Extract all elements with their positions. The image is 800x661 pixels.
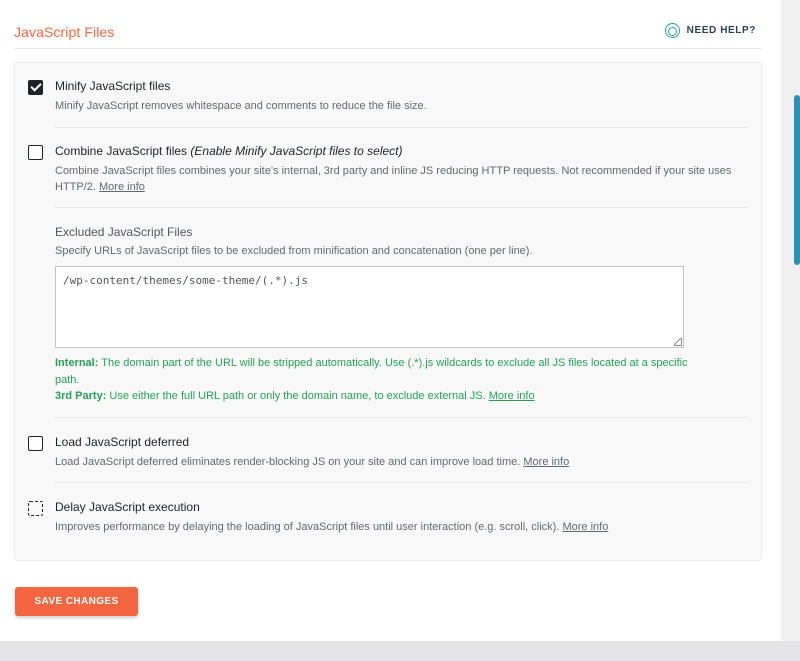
need-help-label: NEED HELP? (686, 25, 756, 36)
combine-checkbox[interactable] (28, 145, 43, 160)
excluded-title: Excluded JavaScript Files (55, 225, 193, 239)
third-party-note (55, 388, 695, 405)
internal-text: The domain part of the URL will be stripped automatically. Use (.*).js wildcards to exclude all JS files located at a specific path. (55, 357, 688, 386)
combine-title-text: Combine JavaScript files (55, 144, 188, 158)
combine-description-text: Combine JavaScript files combines your site’s internal, 3rd party and inline JS reducing HTTP requests. Not recommended if your site uses HTTP/2. (55, 165, 732, 193)
divider (55, 127, 748, 128)
excluded-more-info-link[interactable]: More info (488, 390, 535, 402)
need-help-link[interactable] (665, 23, 756, 38)
defer-checkbox[interactable] (28, 436, 43, 451)
delay-title: Delay JavaScript execution (55, 500, 200, 514)
delay-more-info-link[interactable]: More info (562, 521, 609, 533)
lifebuoy-icon (665, 23, 680, 38)
combine-description (55, 163, 755, 195)
combine-title (55, 144, 403, 158)
internal-note (55, 355, 695, 389)
delay-description-text: Improves performance by delaying the loading of JavaScript files until user interaction (e.g. scroll, click). (55, 521, 560, 533)
internal-label: Internal: (55, 357, 99, 369)
defer-description (55, 454, 755, 470)
third-party-text: Use either the full URL path or only the domain name, to exclude external JS. (109, 390, 486, 402)
divider (55, 207, 748, 208)
options-box (14, 62, 762, 561)
minify-description: Minify JavaScript removes whitespace and comments to reduce the file size. (55, 100, 427, 112)
divider (55, 482, 748, 483)
excluded-files-textarea[interactable] (55, 266, 684, 348)
defer-title: Load JavaScript deferred (55, 435, 190, 449)
combine-title-note: (Enable Minify JavaScript files to select) (190, 144, 403, 158)
excluded-description: Specify URLs of JavaScript files to be excluded from minification and concatenation (one per line). (55, 245, 533, 257)
minify-checkbox[interactable] (28, 80, 43, 95)
defer-more-info-link[interactable]: More info (523, 456, 570, 468)
defer-description-text: Load JavaScript deferred eliminates render-blocking JS on your site and can improve load time. (55, 456, 521, 468)
scrollbar-thumb[interactable] (794, 95, 800, 265)
minify-title: Minify JavaScript files (55, 79, 171, 93)
bottom-bar (0, 641, 800, 661)
delay-description (55, 519, 755, 535)
divider (55, 417, 748, 418)
section-title: JavaScript Files (14, 24, 115, 40)
section-header (14, 14, 762, 49)
third-party-label: 3rd Party: (55, 390, 107, 402)
save-changes-button[interactable]: SAVE CHANGES (15, 587, 138, 616)
combine-more-info-link[interactable]: More info (99, 181, 145, 193)
delay-checkbox[interactable] (28, 501, 43, 516)
resize-handle-icon[interactable] (674, 338, 682, 346)
